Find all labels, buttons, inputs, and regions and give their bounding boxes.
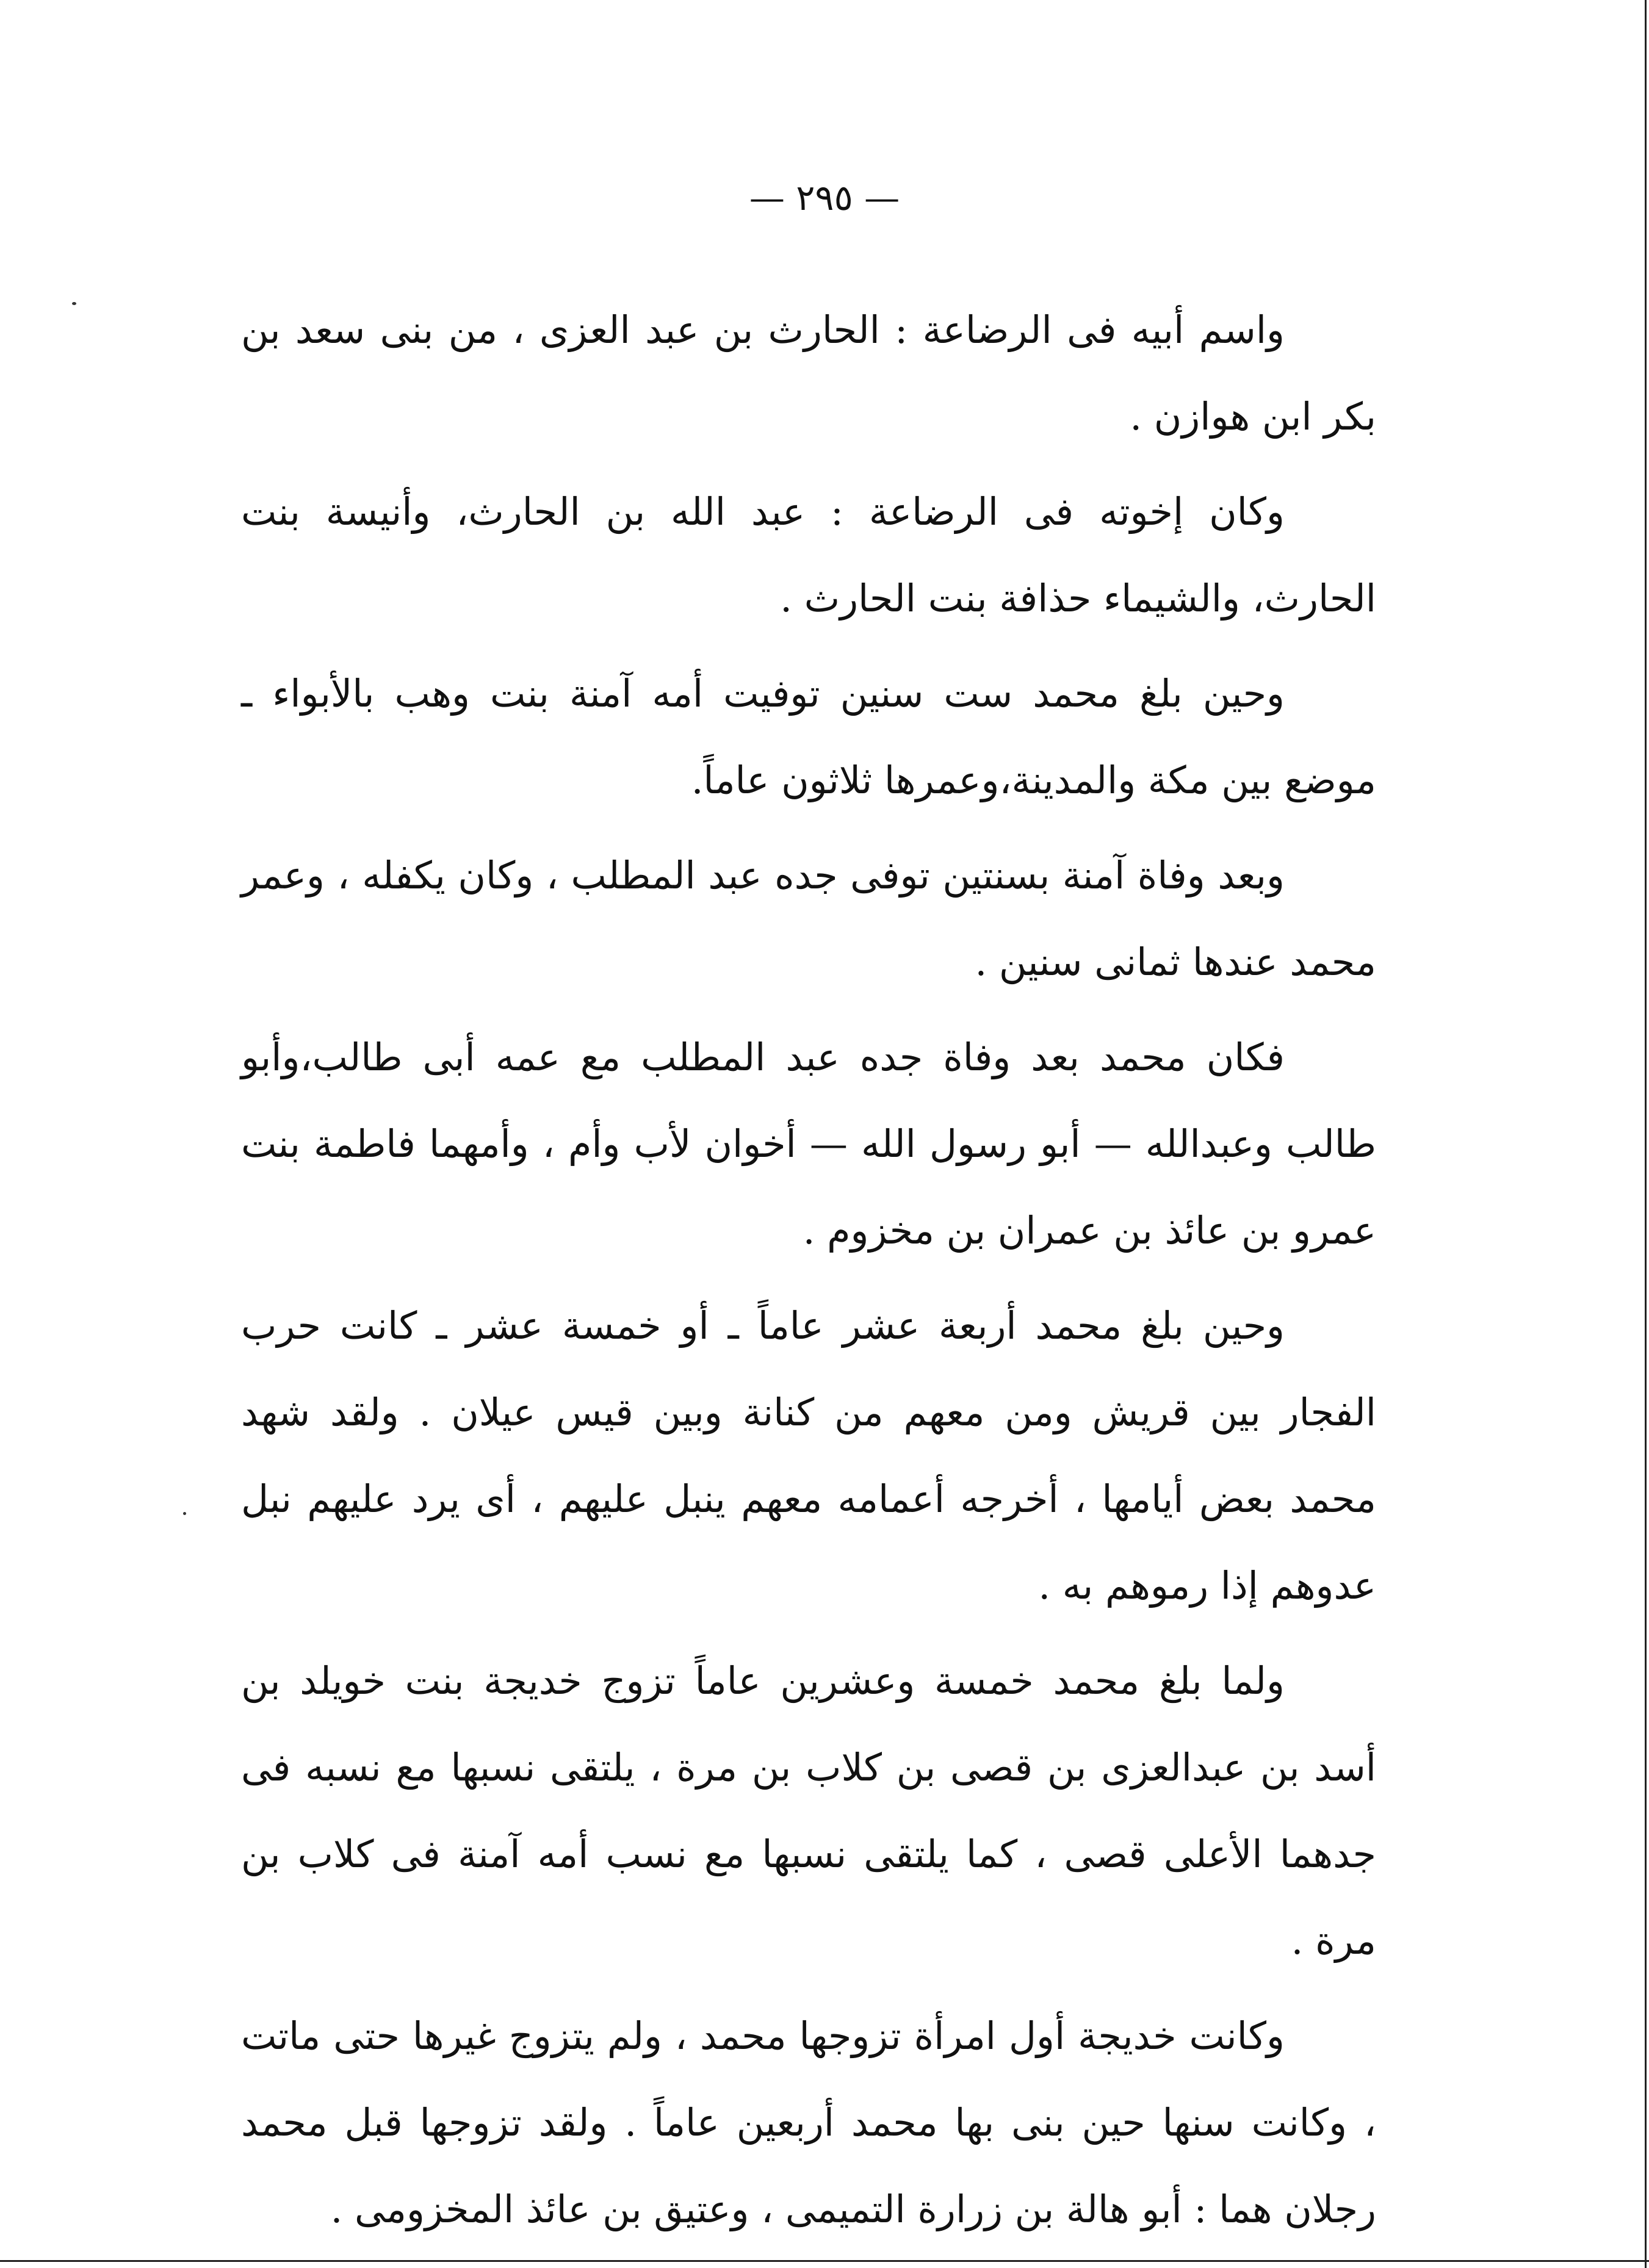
paragraph-grandfather-death: وبعد وفاة آمنة بسنتين توفى جده عبد المطلب ، وكان يكفله ، وعمر محمد عندها ثمانى سنين . xyxy=(241,853,1376,984)
paragraph-marriage-khadija: ولما بلغ محمد خمسة وعشرين عاماً تزوج خديجة بنت خويلد بن أسد بن عبدالعزى بن قصى بن كلاب بن مرة ، يلتقى نسبها مع نسبه فى جدهما الأعلى قصى ، كما يلتقى نسبها مع نسب أمه آمنة فى كلاب بن مرة . xyxy=(241,1658,1376,1963)
scan-speck xyxy=(72,302,76,305)
paragraph-khadija-first-wife: وكانت خديجة أول امرأة تزوجها محمد ، ولم يتزوج غيرها حتى ماتت ، وكانت سنها حين بنى بها محمد أربعين عاماً . ولقد تزوجها قبل محمد رجلان هما : أبو هالة بن زرارة التميمى ، وعتيق بن عائذ المخزومى . xyxy=(241,2014,1376,2231)
paragraph-fijar-war: وحين بلغ محمد أربعة عشر عاماً ـ أو خمسة عشر ـ كانت حرب الفجار بين قريش ومن معهم من كنانة وبين قيس عيلان . ولقد شهد محمد بعض أيامها ، أخرجه أعمامه معهم ينبل عليهم ، أى يرد عليهم نبل عدوهم إذا رموهم به . xyxy=(241,1303,1376,1608)
paragraph-mother-death: وحين بلغ محمد ست سنين توفيت أمه آمنة بنت وهب بالأبواء ـ موضع بين مكة والمدينة،وعمرها ثلاثون عاماً. xyxy=(241,671,1376,802)
scan-speck xyxy=(183,1512,186,1515)
page-number: — ٢٩٥ — xyxy=(749,177,900,218)
scan-edge-right xyxy=(1645,0,1647,2268)
paragraph-foster-siblings: وكان إخوته فى الرضاعة : عبد الله بن الحارث، وأنيسة بنت الحارث، والشيماء حذافة بنت الحارث . xyxy=(241,489,1376,621)
paragraph-foster-father: واسم أبيه فى الرضاعة : الحارث بن عبد العزى ، من بنى سعد بن بكر ابن هوازن . xyxy=(241,308,1376,439)
paragraph-uncle-abu-talib: فكان محمد بعد وفاة جده عبد المطلب مع عمه أبى طالب،وأبو طالب وعبدالله — أبو رسول الله — أخوان لأب وأم ، وأمهما فاطمة بنت عمرو بن عائذ بن عمران بن مخزوم . xyxy=(241,1035,1376,1253)
body-text xyxy=(241,287,1376,2261)
